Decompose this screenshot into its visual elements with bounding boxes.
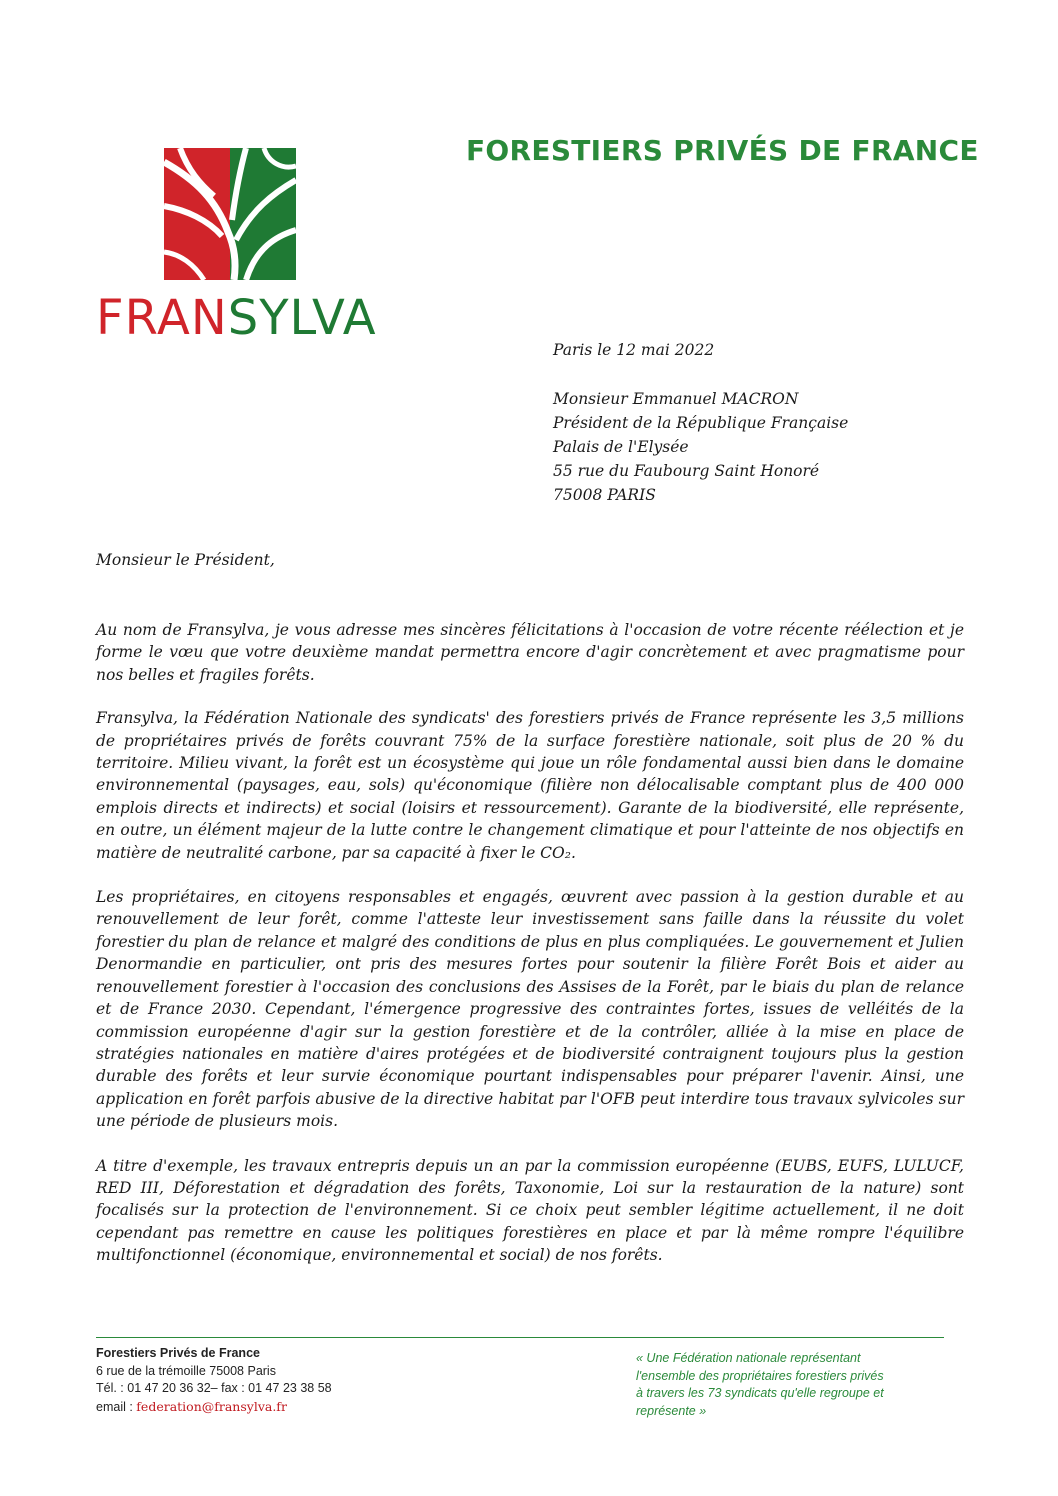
email-label: email : [96, 1399, 137, 1414]
body-paragraph: Au nom de Fransylva, je vous adresse mes sincères félicitations à l'occasion de votre récente réélection et je forme le vœu que votre deuxième mandat permettra encore d'agir concrètement et avec pragmatisme pour nos belles et fragiles forêts. [96, 621, 964, 684]
salutation: Monsieur le Président, [96, 551, 275, 569]
recipient-address [553, 387, 848, 507]
organization-title: FORESTIERS PRIVÉS DE FRANCE [466, 134, 979, 167]
recipient-line: 55 rue du Faubourg Saint Honoré [553, 462, 820, 480]
footer-address: 6 rue de la trémoille 75008 Paris [96, 1363, 276, 1378]
footer-email-line [96, 1398, 332, 1417]
quote-line: à travers les 73 syndicats qu'elle regroupe et [636, 1386, 884, 1400]
quote-line: représente » [636, 1403, 707, 1418]
recipient-line: Palais de l'Elysée [553, 438, 689, 456]
footer-divider [96, 1337, 944, 1338]
recipient-line: 75008 PARIS [553, 486, 656, 504]
letter-date: Paris le 12 mai 2022 [553, 341, 715, 359]
quote-line: « Une Fédération nationale représentant [636, 1351, 861, 1365]
recipient-line: Président de la République Française [553, 414, 849, 432]
recipient-line: Monsieur Emmanuel MACRON [553, 390, 799, 408]
footer-contact [96, 1345, 332, 1416]
footer-org-name: Forestiers Privés de France [96, 1346, 260, 1360]
body-paragraph: Les propriétaires, en citoyens responsables et engagés, œuvrent avec passion à la gestion durable et au renouvellement de leur forêt, comme l'atteste leur investissement sans faille dans la réussite du volet forestier du plan de relance et malgré des conditions de plus en plus compliquées. Le gouvernement et Julien Denormandie en particulier, ont pris des mesures fortes pour soutenir la filière Forêt Bois et aider au renouvellement forestier à l'occasion des conclusions des Assises de la Forêt, par le biais du plan de relance et de France 2030. Cependant, l'émergence progressive des contraintes fortes, issues de velléités de la commission européenne d'agir sur la gestion forestière et de la contrôler, alliée à la mise en place de stratégies nationales en matière d'aires protégées et de biodiversité contraignent toujours plus la gestion durable des forêts et leur survie économique pourtant indispensables pour préparer l'avenir. Ainsi, une application en forêt parfois abusive de la directive habitat par l'OFB peut interdire tous travaux sylvicoles sur une période de plusieurs mois. [96, 888, 964, 1131]
footer-phone-fax: Tél. : 01 47 20 36 32– fax : 01 47 23 38 58 [96, 1381, 332, 1395]
body-paragraph: Fransylva, la Fédération Nationale des syndicats' des forestiers privés de France représente les 3,5 millions de propriétaires privés de forêts couvrant 75% de la surface forestière nationale, soit plus de 20 % du territoire. Milieu vivant, la forêt est un écosystème qui joue un rôle fondamental aussi bien dans le domaine environnemental (paysages, eau, sols) qu'économique (filière non délocalisable comptant plus de 400 000 emplois directs et indirects) et social (loisirs et ressourcement). Garante de la biodiversité, elle représente, en outre, un élément majeur de la lutte contre le changement climatique et pour l'atteinte de nos objectifs en matière de neutralité carbone, par sa capacité à fixer le CO₂. [96, 709, 964, 862]
logo-wordmark: FRANSYLVA [96, 290, 377, 346]
footer-quote [636, 1350, 884, 1420]
body-paragraph: A titre d'exemple, les travaux entrepris depuis un an par la commission européenne (EUBS, EUFS, LULUCF, RED III, Déforestation et dégradation des forêts, Taxonomie, Loi sur la restauration de la nature) sont focalisés sur la protection de l'environnement. Si ce choix peut sembler légitime actuellement, il ne doit cependant pas remettre en cause les politiques forestières en place et par là même rompre l'équilibre multifonctionnel (économique, environnemental et social) de nos forêts. [96, 1156, 964, 1265]
fransylva-logo [96, 140, 376, 350]
email-link[interactable]: federation@fransylva.fr [136, 1398, 287, 1414]
quote-line: l'ensemble des propriétaires forestiers privés [636, 1368, 884, 1383]
tree-emblem-icon [96, 140, 376, 290]
letter-body [96, 619, 964, 1289]
